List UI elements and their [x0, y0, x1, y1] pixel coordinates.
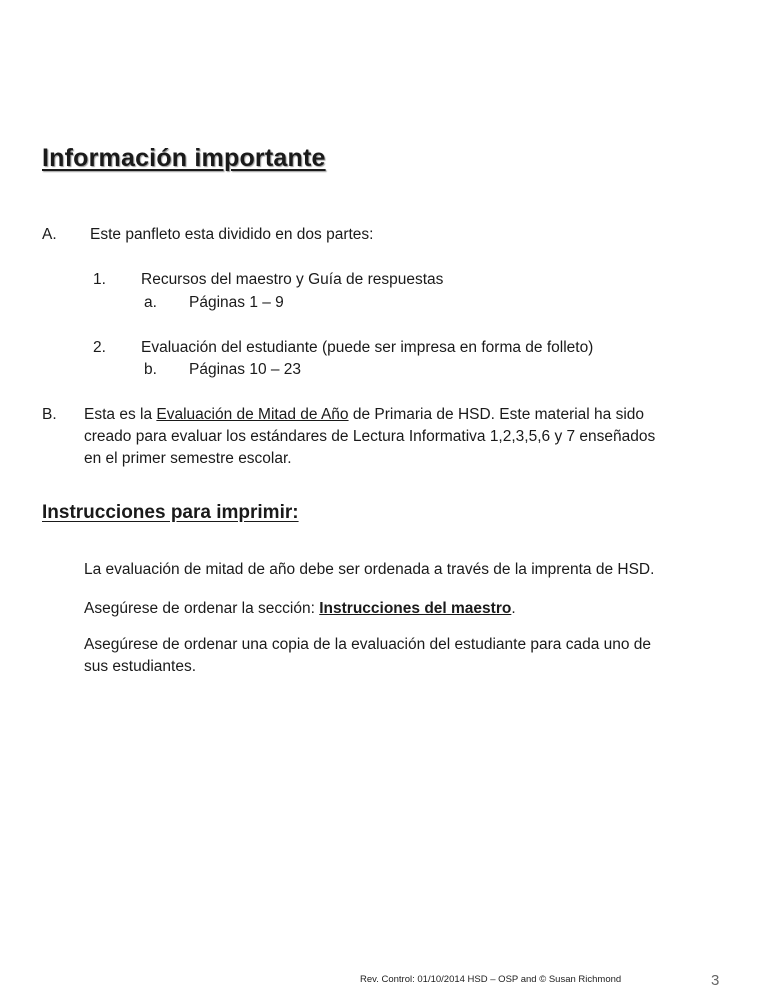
section-a-marker: A.	[42, 226, 57, 243]
section-b-line-2: creado para evaluar los estándares de Lectura Informativa 1,2,3,5,6 y 7 enseñados	[84, 428, 656, 445]
print-instruction-3-line-1: Asegúrese de ordenar una copia de la evaluación del estudiante para cada uno de	[84, 636, 652, 653]
section-b-line-1-post: de Primaria de HSD. Este material ha sido	[348, 406, 645, 423]
teacher-instructions-emphasis: Instrucciones del maestro	[319, 600, 512, 617]
section-b-line-1-pre: Esta es la	[84, 406, 157, 423]
midyear-assessment-link: Evaluación de Mitad de Año	[156, 406, 349, 423]
print-instruction-2	[84, 598, 516, 620]
item-2-number: 2.	[93, 339, 106, 356]
item-1-sub-text: Páginas 1 – 9	[189, 294, 284, 311]
print-instruction-1: La evaluación de mitad de año debe ser ordenada a través de la imprenta de HSD.	[84, 561, 655, 578]
page-number: 3	[711, 972, 720, 989]
section-b-marker: B.	[42, 406, 57, 423]
section-b-line-1	[84, 404, 644, 426]
print-instruction-2-pre: Asegúrese de ordenar la sección:	[84, 600, 320, 617]
page-title: Información importante	[42, 144, 326, 172]
item-1-sub-marker: a.	[144, 294, 157, 311]
revision-footer: Rev. Control: 01/10/2014 HSD – OSP and © Susan Richmond	[360, 974, 622, 985]
print-instruction-2-post: .	[511, 600, 516, 617]
section-b-line-3: en el primer semestre escolar.	[84, 450, 292, 467]
item-2-sub-marker: b.	[144, 361, 157, 378]
print-instruction-3-line-2: sus estudiantes.	[84, 658, 197, 675]
print-instructions-heading: Instrucciones para imprimir:	[42, 502, 299, 523]
item-1-number: 1.	[93, 271, 106, 288]
section-a-text: Este panfleto esta dividido en dos partes:	[90, 226, 374, 243]
item-2-sub-text: Páginas 10 – 23	[189, 361, 302, 378]
item-2-text: Evaluación del estudiante (puede ser impresa en forma de folleto)	[141, 339, 594, 356]
item-1-text: Recursos del maestro y Guía de respuestas	[141, 271, 444, 288]
